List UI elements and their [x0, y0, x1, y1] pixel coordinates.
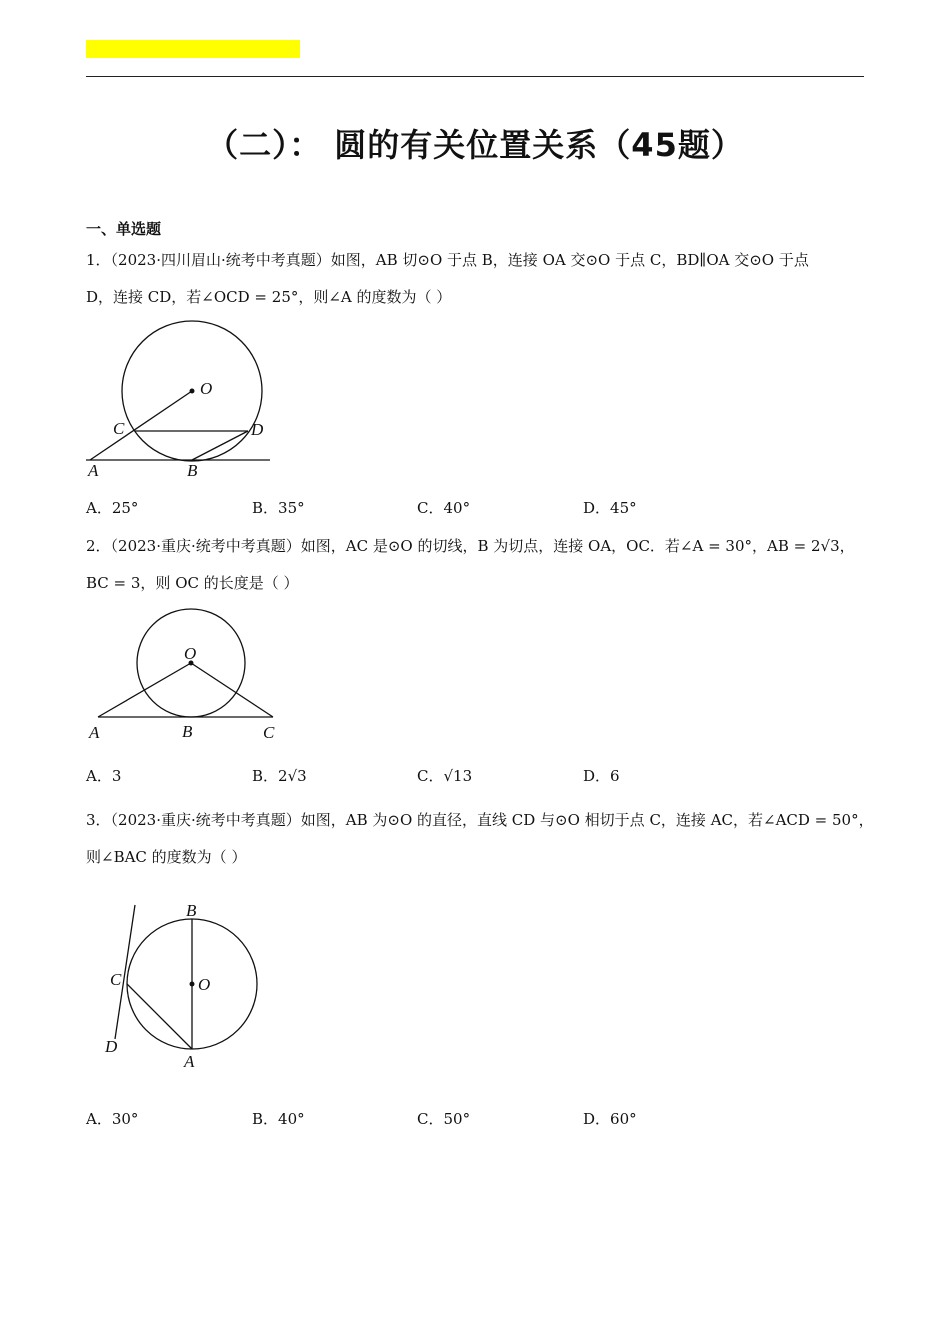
- q2-segment-oa: [98, 663, 191, 717]
- q1-center-dot: [190, 389, 195, 394]
- question-1-options: [86, 497, 786, 519]
- q3-option-d[interactable]: D．60°: [583, 1110, 637, 1128]
- q3-option-c[interactable]: C．50°: [417, 1110, 471, 1128]
- section-heading: 一、单选题: [86, 220, 162, 238]
- q2-option-b[interactable]: B．2√3: [252, 767, 307, 785]
- question-3-line-2: 则∠BAC 的度数为（ ）: [86, 848, 247, 866]
- q2-option-c[interactable]: C．√13: [417, 767, 473, 785]
- q3-label-d: D: [105, 1037, 118, 1056]
- question-3-line-1: 3．（2023·重庆·统考中考真题）如图，AB 为⊙O 的直径，直线 CD 与⊙O 相切于点 C，连接 AC，若∠ACD = 50°，: [86, 811, 874, 829]
- q2-option-a[interactable]: A．3: [86, 767, 122, 785]
- q2-label-b: B: [182, 722, 193, 741]
- question-1-line-2: D，连接 CD，若∠OCD = 25°，则∠A 的度数为（ ）: [86, 288, 452, 306]
- header-rule: [86, 76, 864, 77]
- q1-option-b[interactable]: B．35°: [252, 499, 305, 517]
- q1-segment-ao: [90, 391, 192, 460]
- q2-option-d[interactable]: D．6: [583, 767, 620, 785]
- page-title: （二）： 圆的有关位置关系（45题）: [206, 126, 744, 164]
- question-2-options: [86, 765, 786, 787]
- q3-segment-ac: [127, 984, 192, 1049]
- q1-label-a: A: [88, 461, 99, 480]
- q3-label-b: B: [186, 901, 197, 920]
- q3-label-o: O: [198, 975, 211, 994]
- question-1-line-1: 1．（2023·四川眉山·统考中考真题）如图，AB 切⊙O 于点 B，连接 OA 交⊙O 于点 C，BD∥OA 交⊙O 于点: [86, 251, 809, 269]
- question-3-figure: [95, 895, 275, 1075]
- q1-option-a[interactable]: A．25°: [86, 499, 139, 517]
- q1-option-c[interactable]: C．40°: [417, 499, 471, 517]
- q1-label-b: B: [187, 461, 198, 480]
- q2-label-c: C: [263, 723, 275, 742]
- q2-label-a: A: [89, 723, 100, 742]
- yellow-highlight-bar: [86, 40, 300, 58]
- q1-option-d[interactable]: D．45°: [583, 499, 637, 517]
- q3-label-c: C: [110, 970, 122, 989]
- question-2-figure: [80, 605, 290, 745]
- q1-label-d: D: [251, 420, 264, 439]
- question-3-options: [86, 1108, 786, 1130]
- q3-center-dot: [190, 982, 195, 987]
- q2-label-o: O: [184, 644, 197, 663]
- q3-label-a: A: [184, 1052, 195, 1071]
- q3-option-a[interactable]: A．30°: [86, 1110, 139, 1128]
- q1-label-o: O: [200, 379, 213, 398]
- q1-label-c: C: [113, 419, 125, 438]
- q3-option-b[interactable]: B．40°: [252, 1110, 305, 1128]
- q2-segment-oc: [191, 663, 273, 717]
- question-1-figure: [80, 315, 280, 485]
- question-2-line-1: 2．（2023·重庆·统考中考真题）如图，AC 是⊙O 的切线，B 为切点，连接 OA，OC．若∠A = 30°，AB = 2√3，: [86, 537, 855, 555]
- question-2-line-2: BC = 3，则 OC 的长度是（ ）: [86, 574, 299, 592]
